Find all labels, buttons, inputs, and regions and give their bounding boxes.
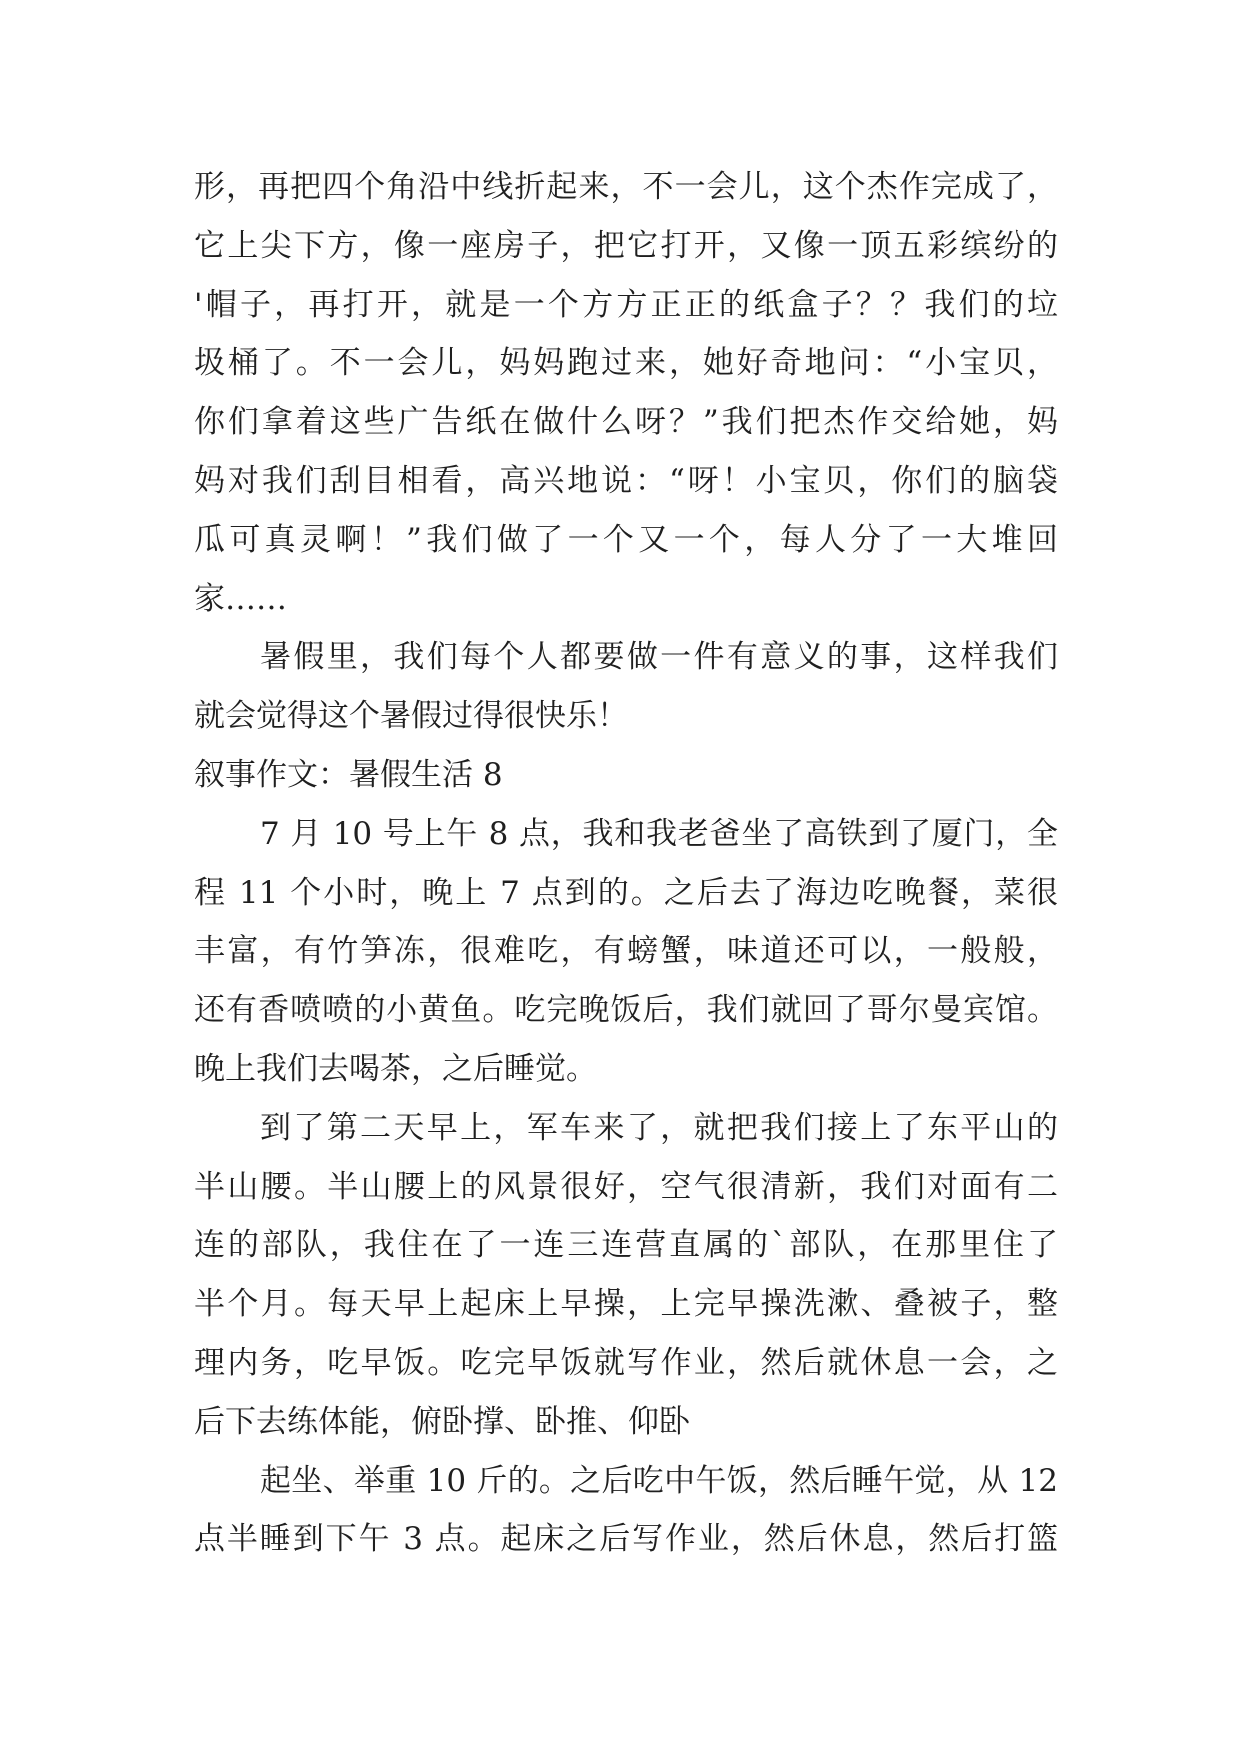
- text-line: 妈对我们刮目相看，高兴地说：“呀！小宝贝，你们的脑袋: [194, 462, 1058, 499]
- text-line: 起坐、举重 10 斤的。之后吃中午饭，然后睡午觉，从 12: [260, 1462, 1058, 1499]
- text-line: 形，再把四个角沿中线折起来，不一会儿，这个杰作完成了，: [194, 169, 1058, 205]
- text-line: 程 11 个小时，晚上 7 点到的。之后去了海边吃晚餐，菜很: [194, 874, 1058, 911]
- text-line: '帽子，再打开，就是一个方方正正的纸盒子？？我们的垃: [194, 286, 1058, 323]
- text-line: 连的部队，我住在了一连三连营直属的`部队，在那里住了: [194, 1227, 1058, 1264]
- text-line: 到了第二天早上，军车来了，就把我们接上了东平山的: [260, 1109, 1058, 1146]
- essay-text: [194, 158, 1058, 1569]
- text-line: 7 月 10 号上午 8 点，我和我老爸坐了高铁到了厦门，全: [260, 815, 1058, 852]
- text-line: 家……: [194, 580, 287, 617]
- section-heading: 叙事作文：暑假生活 8: [194, 756, 503, 793]
- text-line: 还有香喷喷的小黄鱼。吃完晚饭后，我们就回了哥尔曼宾馆。: [194, 992, 1058, 1029]
- text-line: 你们拿着这些广告纸在做什么呀？”我们把杰作交给她，妈: [194, 404, 1058, 441]
- text-line: 点半睡到下午 3 点。起床之后写作业，然后休息，然后打篮: [194, 1521, 1058, 1558]
- text-line: 半个月。每天早上起床上早操，上完早操洗漱、叠被子，整: [194, 1286, 1058, 1323]
- text-line: 它上尖下方，像一座房子，把它打开，又像一顶五彩缤纷的: [194, 227, 1058, 264]
- text-line: 暑假里，我们每个人都要做一件有意义的事，这样我们: [260, 639, 1058, 676]
- text-line: 瓜可真灵啊！”我们做了一个又一个，每人分了一大堆回: [194, 521, 1058, 558]
- text-line: 晚上我们去喝茶，之后睡觉。: [194, 1050, 597, 1087]
- text-line: 理内务，吃早饭。吃完早饭就写作业，然后就休息一会，之: [194, 1344, 1058, 1381]
- text-line: 就会觉得这个暑假过得很快乐！: [194, 698, 628, 735]
- text-line: 后下去练体能，俯卧撑、卧推、仰卧: [194, 1403, 690, 1440]
- text-line: 圾桶了。不一会儿，妈妈跑过来，她好奇地问：“小宝贝，: [194, 345, 1058, 382]
- text-line: 丰富，有竹笋冻，很难吃，有螃蟹，味道还可以，一般般，: [194, 933, 1058, 970]
- text-line: 半山腰。半山腰上的风景很好，空气很清新，我们对面有二: [194, 1168, 1058, 1205]
